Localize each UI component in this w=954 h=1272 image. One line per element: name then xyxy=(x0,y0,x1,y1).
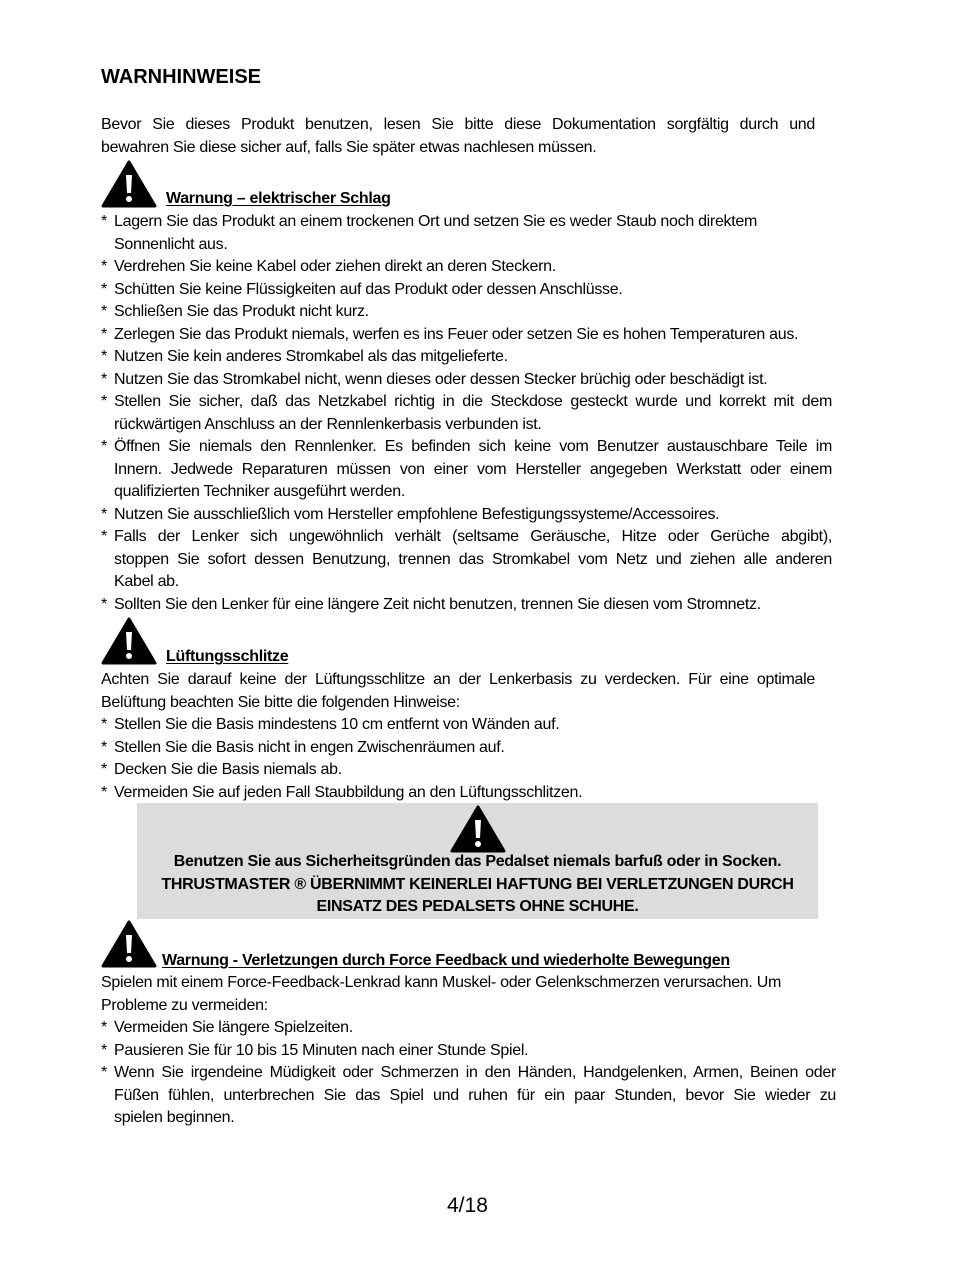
exclamation-dot xyxy=(475,841,481,847)
list-item-line: Sonnenlicht aus. xyxy=(114,235,228,253)
list-item-line: Stellen Sie sicher, daß das Netzkabel richtig in die Steckdose gesteckt wurde und korrekt mit dem xyxy=(114,393,832,410)
list-item xyxy=(101,436,832,504)
bullet-marker: * xyxy=(101,1041,107,1059)
page-title: WARNHINWEISE xyxy=(101,66,261,88)
bullet-marker: * xyxy=(101,738,107,756)
list-item xyxy=(101,714,832,737)
list-item-line: Schließen Sie das Produkt nicht kurz. xyxy=(114,303,369,320)
list-item-line: Lagern Sie das Produkt an einem trockenen Ort und setzen Sie es weder Staub noch direktem xyxy=(114,213,758,230)
list-item xyxy=(101,256,832,279)
list-item-line: Verdrehen Sie keine Kabel oder ziehen direkt an deren Steckern. xyxy=(114,258,556,275)
list-item xyxy=(101,782,832,805)
list-item xyxy=(101,279,832,302)
bullet-marker: * xyxy=(101,213,107,230)
list-item-line: stoppen Sie sofort dessen Benutzung, trennen das Stromkabel vom Netz und ziehen alle anderen xyxy=(114,550,832,568)
list-item-line: Decken Sie die Basis niemals ab. xyxy=(114,761,342,778)
bullet-marker: * xyxy=(101,370,107,388)
force-feedback-paragraph xyxy=(101,972,836,1017)
bullet-marker: * xyxy=(101,505,107,523)
section-heading-ventilation: Lüftungsschlitze xyxy=(166,648,289,665)
list-item xyxy=(101,526,832,594)
warning-triangle-icon xyxy=(101,160,157,208)
exclamation-bar xyxy=(475,820,481,838)
bullet-marker: * xyxy=(101,393,107,410)
exclamation-bar xyxy=(126,175,132,193)
list-item xyxy=(101,594,832,617)
exclamation-bar xyxy=(126,935,132,953)
list-item xyxy=(101,346,832,369)
exclamation-dot xyxy=(126,956,132,962)
safety-notice-box xyxy=(137,803,818,919)
bullet-marker: * xyxy=(101,325,107,343)
bullet-marker: * xyxy=(101,258,107,275)
list-item xyxy=(101,1040,836,1063)
list-item-line: Sollten Sie den Lenker für eine längere Zeit nicht benutzen, trennen Sie diesen vom Stromnetz. xyxy=(114,595,761,613)
paragraph-line: Belüftung beachten Sie bitte die folgenden Hinweise: xyxy=(101,693,460,711)
list-item xyxy=(101,504,832,527)
list-item xyxy=(101,211,832,256)
electric-shock-warning-list xyxy=(101,211,832,616)
list-item-line: Wenn Sie irgendeine Müdigkeit oder Schmerzen in den Händen, Handgelenken, Armen, Beinen oder xyxy=(114,1064,836,1081)
warning-triangle-icon xyxy=(450,805,506,853)
list-item-line: Pausieren Sie für 10 bis 15 Minuten nach einer Stunde Spiel. xyxy=(114,1041,529,1059)
list-item-line: Stellen Sie die Basis nicht in engen Zwischenräumen auf. xyxy=(114,738,505,756)
list-item-line: Schütten Sie keine Flüssigkeiten auf das Produkt oder dessen Anschlüsse. xyxy=(114,280,623,298)
list-item-line: Nutzen Sie ausschließlich vom Hersteller empfohlene Befestigungssysteme/Accessoires. xyxy=(114,505,720,523)
bullet-marker: * xyxy=(101,783,107,801)
list-item-line: qualifizierten Techniker ausgeführt werden. xyxy=(114,483,405,500)
section-heading-force-feedback: Warnung - Verletzungen durch Force Feedback und wiederholte Bewegungen xyxy=(162,952,730,969)
force-feedback-list xyxy=(101,1017,836,1130)
list-item-line: Füßen fühlen, unterbrechen Sie das Spiel und ruhen für ein paar Stunden, bevor Sie wieder zu xyxy=(114,1086,836,1104)
bullet-marker: * xyxy=(101,1019,107,1036)
list-item-line: Vermeiden Sie längere Spielzeiten. xyxy=(114,1019,353,1036)
intro-paragraph xyxy=(101,114,815,159)
bullet-marker: * xyxy=(101,761,107,778)
intro-line: Bevor Sie dieses Produkt benutzen, lesen Sie bitte diese Dokumentation sorgfältig durch und xyxy=(101,116,815,133)
exclamation-dot xyxy=(126,196,132,202)
list-item-line: Nutzen Sie kein anderes Stromkabel als das mitgelieferte. xyxy=(114,348,508,365)
list-item-line: Falls der Lenker sich ungewöhnlich verhält (seltsame Geräusche, Hitze oder Gerüche abgibt), xyxy=(114,528,832,545)
bullet-marker: * xyxy=(101,280,107,298)
bullet-marker: * xyxy=(101,716,107,733)
bullet-marker: * xyxy=(101,595,107,613)
page-number: 4/18 xyxy=(447,1194,488,1217)
list-item-line: Nutzen Sie das Stromkabel nicht, wenn dieses oder dessen Stecker brüchig oder beschädigt ist. xyxy=(114,370,768,388)
ventilation-paragraph xyxy=(101,669,815,714)
list-item-line: rückwärtigen Anschluss an der Rennlenkerbasis verbunden ist. xyxy=(114,415,542,433)
list-item-line: Kabel ab. xyxy=(114,573,179,590)
list-item-line: Öffnen Sie niemals den Rennlenker. Es befinden sich keine vom Benutzer austauschbare Teile im xyxy=(114,438,832,455)
list-item xyxy=(101,1062,836,1130)
intro-line: bewahren Sie diese sicher auf, falls Sie später etwas nachlesen müssen. xyxy=(101,138,597,156)
ventilation-list xyxy=(101,714,832,804)
bullet-marker: * xyxy=(101,438,107,455)
bullet-marker: * xyxy=(101,348,107,365)
list-item xyxy=(101,369,832,392)
paragraph-line: Spielen mit einem Force-Feedback-Lenkrad kann Muskel- oder Gelenkschmerzen verursachen. Um xyxy=(101,974,781,991)
exclamation-dot xyxy=(126,653,132,659)
list-item-line: spielen beginnen. xyxy=(114,1109,235,1126)
list-item xyxy=(101,324,832,347)
list-item xyxy=(101,301,832,324)
exclamation-bar xyxy=(126,632,132,650)
list-item-line: Innern. Jedwede Reparaturen müssen von einer vom Hersteller angegeben Werkstatt oder einem xyxy=(114,460,832,478)
list-item-line: Stellen Sie die Basis mindestens 10 cm entfernt von Wänden auf. xyxy=(114,716,560,733)
list-item xyxy=(101,391,832,436)
paragraph-line: Achten Sie darauf keine der Lüftungsschlitze an der Lenkerbasis zu verdecken. Für eine optimale xyxy=(101,671,815,688)
list-item xyxy=(101,1017,836,1040)
section-heading-electric-shock: Warnung – elektrischer Schlag xyxy=(166,190,391,207)
notice-line: EINSATZ DES PEDALSETS OHNE SCHUHE. xyxy=(316,898,639,915)
bullet-marker: * xyxy=(101,1064,107,1081)
notice-line: THRUSTMASTER ® ÜBERNIMMT KEINERLEI HAFTUNG BEI VERLETZUNGEN DURCH xyxy=(161,875,794,893)
list-item-line: Vermeiden Sie auf jeden Fall Staubbildung an den Lüftungsschlitzen. xyxy=(114,783,583,801)
paragraph-line: Probleme zu vermeiden: xyxy=(101,996,268,1014)
bullet-marker: * xyxy=(101,303,107,320)
bullet-marker: * xyxy=(101,528,107,545)
list-item xyxy=(101,737,832,760)
notice-line: Benutzen Sie aus Sicherheitsgründen das Pedalset niemals barfuß oder in Socken. xyxy=(173,853,782,870)
list-item xyxy=(101,759,832,782)
warning-triangle-icon xyxy=(101,617,157,665)
warning-triangle-icon xyxy=(101,920,157,968)
safety-notice-text xyxy=(137,851,818,919)
list-item-line: Zerlegen Sie das Produkt niemals, werfen es ins Feuer oder setzen Sie es hohen Temperaturen aus. xyxy=(114,325,799,343)
